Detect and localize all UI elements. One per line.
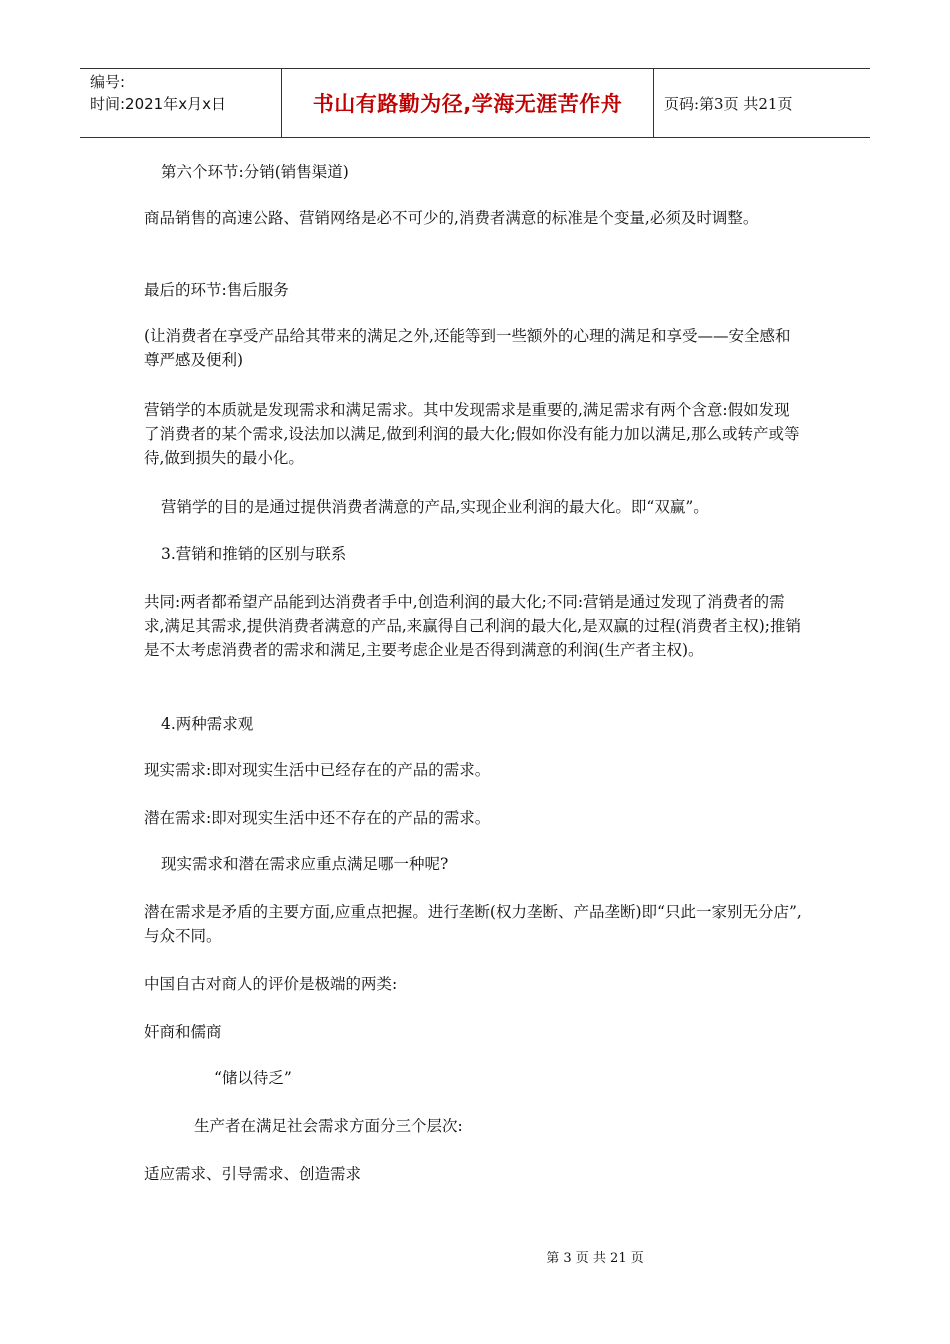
footer-page-number: 第 3 页 共 21 页 (546, 1251, 644, 1266)
paragraph: (让消费者在享受产品给其带来的满足之外,还能等到一些额外的心理的满足和享受——安全感和尊严感及便利) (144, 327, 791, 369)
paragraph: 商品销售的高速公路、营销网络是必不可少的,消费者满意的标准是个变量,必须及时调整。 (144, 209, 759, 227)
header-motto: 书山有路勤为径,学海无涯苦作舟 (312, 92, 623, 116)
paragraph: 潜在需求:即对现实生活中还不存在的产品的需求。 (144, 809, 491, 827)
paragraph: 最后的环节:售后服务 (144, 281, 289, 299)
section-heading: 4.两种需求观 (161, 715, 254, 733)
paragraph: 中国自古对商人的评价是极端的两类: (144, 975, 398, 993)
header-meta (80, 69, 282, 137)
document-time-label: 时间:2021年x月x日 (90, 95, 226, 113)
paragraph: 共同:两者都希望产品能到达消费者手中,创造利润的最大化;不同:营销是通过发现了消费者的需求,满足其需求,提供消费者满意的产品,来赢得自己利润的最大化,是双赢的过程(消费者主权);推销是不太考虑消费者的需求和满足,主要考虑企业是否得到满意的利润(生产者主权)。 (144, 593, 802, 659)
paragraph: 现实需求和潜在需求应重点满足哪一种呢? (161, 855, 449, 873)
paragraph: 营销学的本质就是发现需求和满足需求。其中发现需求是重要的,满足需求有两个含意:假如发现了消费者的某个需求,设法加以满足,做到利润的最大化;假如你没有能力加以满足,那么或转产或等待,做到损失的最小化。 (144, 401, 800, 467)
paragraph: 营销学的目的是通过提供消费者满意的产品,实现企业利润的最大化。即“双赢”。 (161, 498, 709, 516)
section-heading: 3.营销和推销的区别与联系 (161, 545, 347, 563)
paragraph: 适应需求、引导需求、创造需求 (144, 1165, 362, 1183)
paragraph: “储以待乏” (214, 1069, 292, 1087)
page-header (80, 68, 870, 138)
paragraph: 第六个环节:分销(销售渠道) (161, 163, 349, 181)
page-footer (0, 1247, 950, 1266)
header-motto-cell (282, 69, 654, 137)
paragraph: 生产者在满足社会需求方面分三个层次: (194, 1117, 463, 1135)
paragraph: 潜在需求是矛盾的主要方面,应重点把握。进行垄断(权力垄断、产品垄断)即“只此一家别无分店”,与众不同。 (144, 903, 802, 945)
paragraph: 现实需求:即对现实生活中已经存在的产品的需求。 (144, 761, 491, 779)
header-page-cell (654, 69, 870, 137)
document-number-label: 编号: (90, 73, 126, 91)
paragraph: 奸商和儒商 (144, 1023, 222, 1041)
header-page-label: 页码:第3页 共21页 (664, 94, 793, 113)
